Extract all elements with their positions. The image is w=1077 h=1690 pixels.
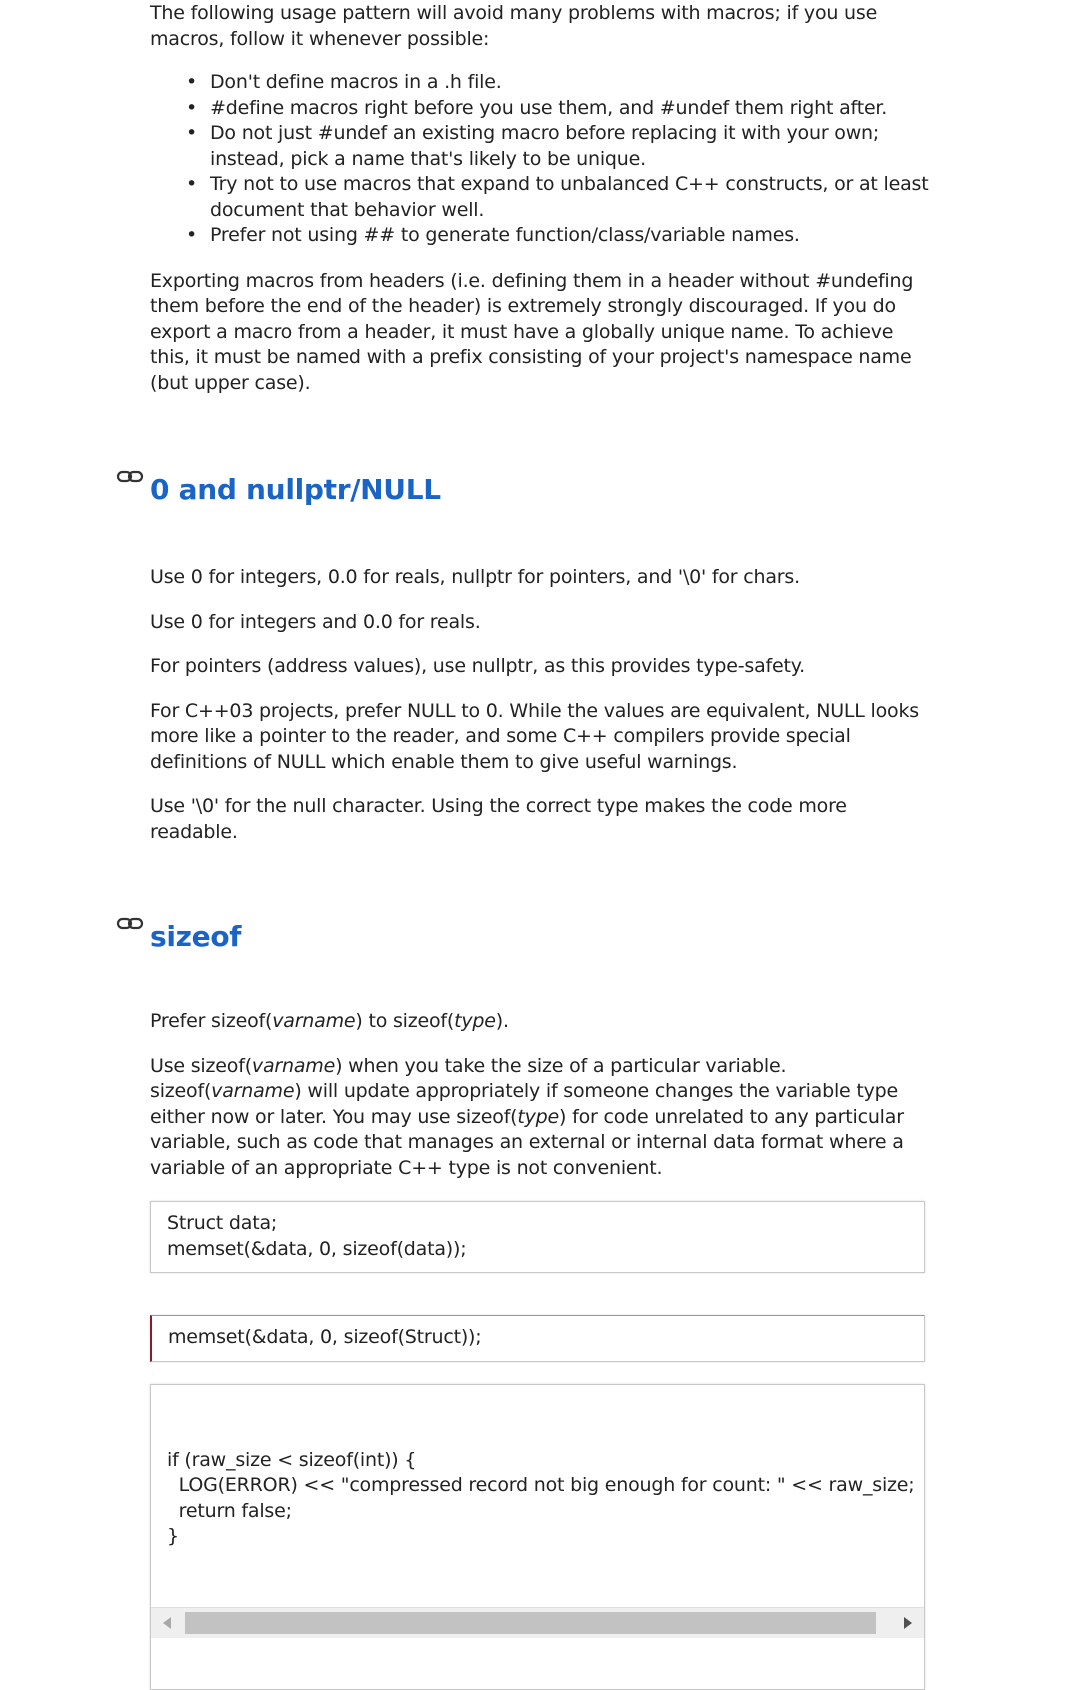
bullet-icon: • [186,173,198,195]
code-block-bad: memset(&data, 0, sizeof(Struct)); [150,1315,925,1362]
scroll-right-icon[interactable] [904,1617,912,1629]
nullptr-paragraph: For pointers (address values), use nullptr, as this provides type-safety. [150,655,805,677]
macro-rules-list [150,70,930,249]
scrollbar-thumb[interactable] [185,1612,876,1634]
section-heading-sizeof [150,920,930,954]
code-block-good: Struct data; memset(&data, 0, sizeof(data)); [150,1201,925,1273]
bullet-icon: • [186,122,198,144]
sizeof-summary: Prefer sizeof(varname) to sizeof(type). [150,1010,509,1032]
bullet-icon: • [186,224,198,246]
section-title: sizeof [150,920,242,953]
macros-export-paragraph: Exporting macros from headers (i.e. defining them in a header without #undefing them before the end of the header) is extremely strongly discouraged. If you do export a macro from a header, it must have a globally unique name. To achieve this, it must be named with a prefix consisting of your project's namespace name (but upper case). [150,269,914,394]
macros-intro: The following usage pattern will avoid many problems with macros; if you use macros, follow it whenever possible: [150,2,878,50]
document-content [150,0,930,1690]
nullptr-summary: Use 0 for integers, 0.0 for reals, nullptr for pointers, and '\0' for chars. [150,566,800,588]
nullptr-paragraph: Use 0 for integers and 0.0 for reals. [150,610,481,633]
link-icon[interactable] [116,469,146,485]
scroll-left-icon[interactable] [163,1617,171,1629]
sizeof-body: Use sizeof(varname) when you take the size of a particular variable. sizeof(varname) will update appropriately if someone changes the variable type either now or later. You may use sizeof(type) for code unrelated to any particular variable, such as code that manages an external or internal data format where a variable of an appropriate C++ type is not convenient. [150,1054,904,1179]
code-block-example [150,1384,925,1690]
code-text: if (raw_size < sizeof(int)) { LOG(ERROR) << "compressed record not big enough for count: " << raw_size; return false; } [167,1448,915,1547]
list-item: • Don't define macros in a .h file. [210,70,930,96]
nullptr-paragraph: Use '\0' for the null character. Using the correct type makes the code more readable. [150,795,847,843]
bullet-icon: • [186,71,198,93]
list-item: • #define macros right before you use them, and #undef them right after. [210,96,930,122]
nullptr-paragraph: For C++03 projects, prefer NULL to 0. While the values are equivalent, NULL looks more like a pointer to the reader, and some C++ compilers provide special definitions of NULL which enable them to give useful warnings. [150,699,919,773]
list-item: • Try not to use macros that expand to unbalanced C++ constructs, or at least document that behavior well. [186,173,929,221]
link-icon[interactable] [116,916,146,932]
bullet-icon: • [186,96,198,119]
list-item: • Do not just #undef an existing macro before replacing it with your own; instead, pick a name that's likely to be unique. [186,122,880,170]
horizontal-scrollbar[interactable] [151,1607,924,1638]
list-item: • Prefer not using ## to generate function/class/variable names. [210,223,930,249]
section-title: 0 and nullptr/NULL [150,473,441,506]
section-heading-nullptr [150,473,930,507]
